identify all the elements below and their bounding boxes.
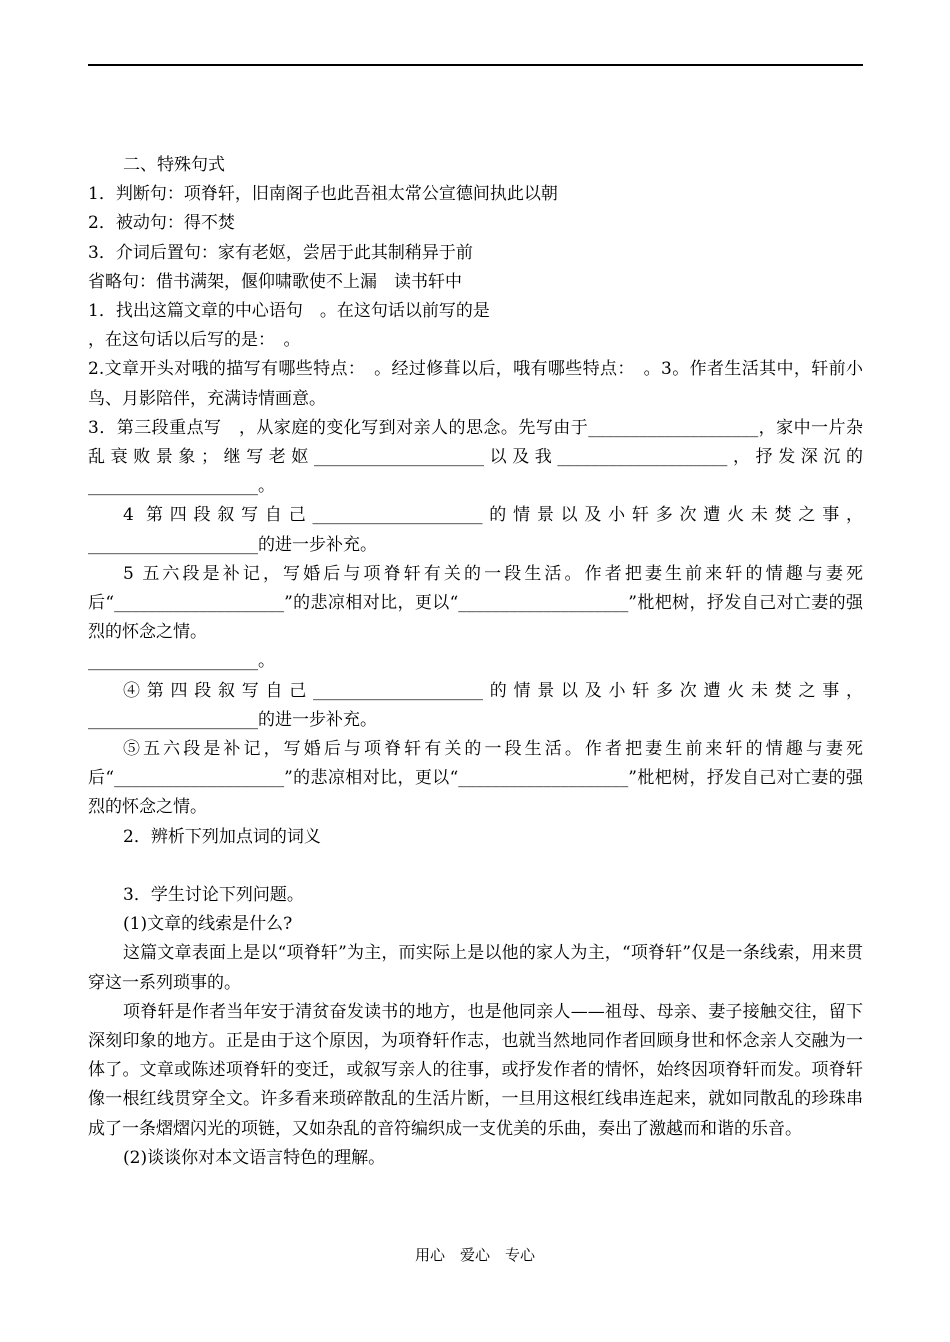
paragraph: 项脊轩是作者当年安于清贫奋发读书的地方，也是他同亲人——祖母、母亲、妻子接触交往，留下深刻印象的地方。正是由于这个原因，为项脊轩作志，也就当然地同作者回顾身世和怀念亲人交融为一体了。文章或陈述项脊轩的变迁，或叙写亲人的往事，或抒发作者的情怀，始终因项脊轩而发。项脊轩像一根红线贯穿全文。许多看来琐碎散乱的生活片断，一旦用这根红线串连起来，就如同散乱的珍珠串成了一条熠熠闪光的项链，又如杂乱的音符编织成一支优美的乐曲，奏出了激越而和谐的乐音。	[88, 1001, 863, 1139]
paragraph: 3．第三段重点写 ，从家庭的变化写到对亲人的思念。先写由于____________________，家中一片杂乱衰败景象；继写老妪____________________以及我____________________，抒发深沉的____________________。	[88, 417, 863, 497]
paragraph: 3．介词后置句：家有老妪，尝居于此其制稍异于前	[88, 242, 473, 263]
paragraph: ，在这句话以后写的是： 。	[88, 330, 301, 351]
paragraph: 省略句：借书满架，偃仰啸歌使不上漏 读书轩中	[88, 271, 462, 292]
paragraph: (2)谈谈你对本文语言特色的理解。	[123, 1147, 386, 1168]
paragraph: 这篇文章表面上是以“项脊轩”为主，而实际上是以他的家人为主，“项脊轩”仅是一条线索，用来贯穿这一系列琐事的。	[88, 943, 863, 993]
paragraph: 2.文章开头对哦的描写有哪些特点： 。经过修葺以后，哦有哪些特点： 。3。作者生活其中，轩前小鸟、月影陪伴，充满诗情画意。	[88, 359, 863, 409]
paragraph: ④第四段叙写自己____________________的情景以及小轩多次遭火未焚之事，____________________的进一步补充。	[88, 680, 863, 730]
paragraph: 4 第四段叙写自己____________________的情景以及小轩多次遭火未焚之事，____________________的进一步补充。	[88, 505, 863, 555]
header-rule	[88, 64, 863, 66]
paragraph: 2．辨析下列加点词的词义	[123, 826, 321, 847]
spacer	[88, 852, 863, 881]
paragraph: 1．找出这篇文章的中心语句 。在这句话以前写的是	[88, 301, 490, 322]
paragraph: 1．判断句：项脊轩，旧南阁子也此吾祖太常公宣德间执此以朝	[88, 184, 558, 205]
paragraph: 3．学生讨论下列问题。	[123, 885, 304, 906]
paragraph: (1)文章的线索是什么?	[123, 914, 293, 935]
section-heading: 二、特殊句式	[123, 155, 225, 175]
page-footer: 用心 爱心 专心	[414, 1246, 535, 1264]
paragraph: ⑤五六段是补记，写婚后与项脊轩有关的一段生活。作者把妻生前来轩的情趣与妻死后“____________________”的悲凉相对比，更以“____________________”枇杷树，抒发自己对亡妻的强烈的怀念之情。	[88, 739, 863, 818]
document-body	[88, 151, 863, 1173]
paragraph: 5 五六段是补记，写婚后与项脊轩有关的一段生活。作者把妻生前来轩的情趣与妻死后“____________________”的悲凉相对比，更以“____________________”枇杷树，抒发自己对亡妻的强烈的怀念之情。	[88, 563, 863, 643]
paragraph: ____________________。	[88, 651, 275, 672]
paragraph: 2．被动句：得不焚	[88, 213, 235, 234]
